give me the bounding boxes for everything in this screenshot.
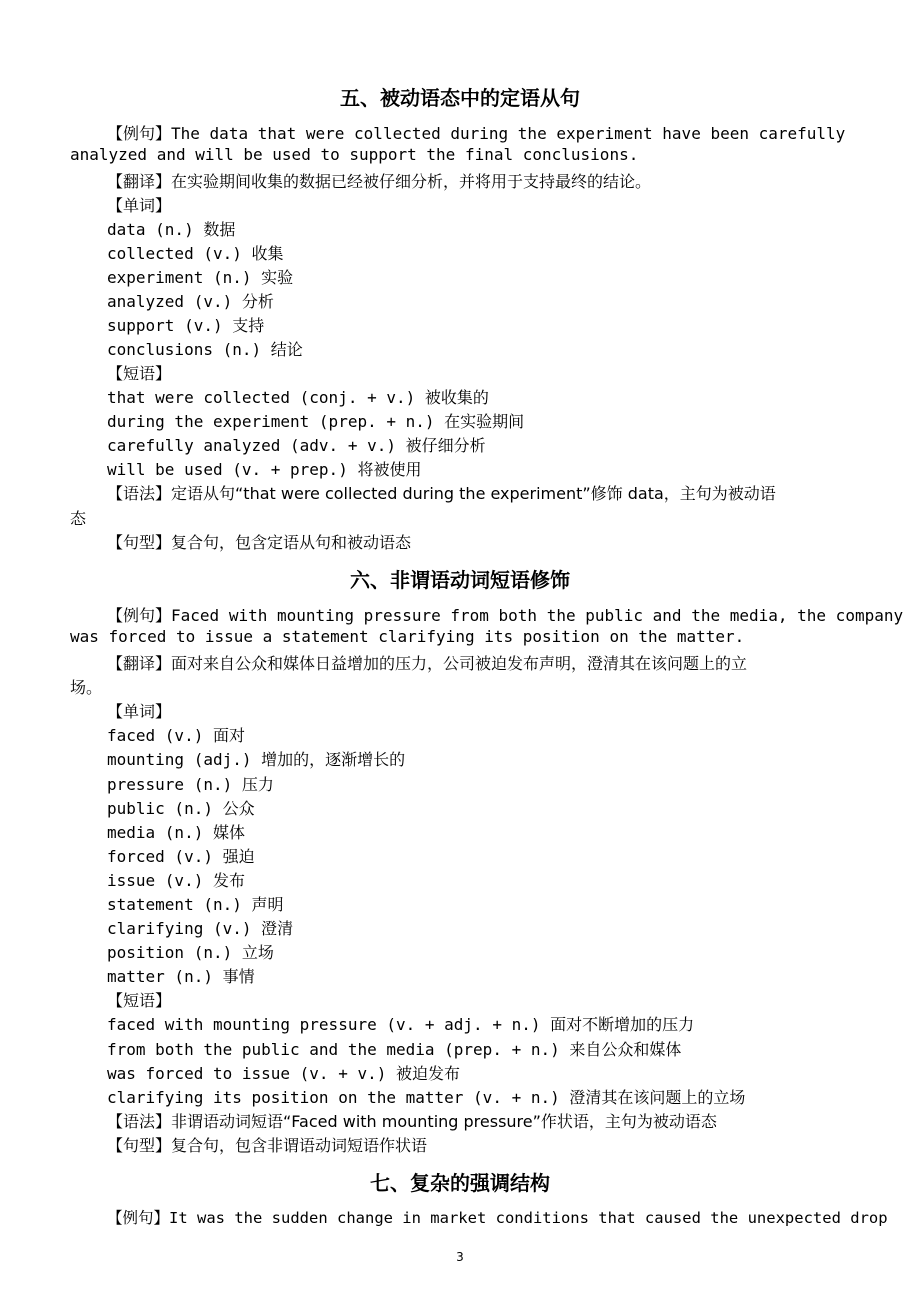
word-item: issue (v.) 发布 [107, 871, 245, 890]
translation-text: 面对来自公众和媒体日益增加的压力，公司被迫发布声明，澄清其在该问题上的立 [171, 654, 748, 673]
translation-line [107, 169, 651, 192]
word-item: clarifying (v.) 澄清 [107, 919, 294, 938]
pattern-line [107, 530, 411, 553]
word-item: collected (v.) 收集 [107, 244, 284, 263]
word-item: mounting (adj.) 增加的，逐渐增长的 [107, 750, 406, 769]
word-item: forced (v.) 强迫 [107, 847, 255, 866]
words-tag: 【单词】 [107, 196, 172, 215]
pattern-text: 复合句，包含定语从句和被动语态 [171, 533, 412, 552]
word-item: support (v.) 支持 [107, 316, 265, 335]
pattern-text: 复合句，包含非谓语动词短语作状语 [171, 1136, 428, 1155]
words-tag: 【单词】 [107, 702, 172, 721]
word-item: data (n.) 数据 [107, 220, 236, 239]
section-heading: 六、非谓语动词短语修饰 [350, 568, 570, 592]
translation-tag: 【翻译】 [107, 172, 172, 191]
section-heading: 五、被动语态中的定语从句 [340, 86, 580, 110]
grammar-tag: 【语法】 [107, 484, 172, 503]
translation-tag: 【翻译】 [107, 654, 172, 673]
example-line [107, 1206, 888, 1228]
page-number: 3 [456, 1250, 464, 1264]
phrase-item: that were collected (conj. + v.) 被收集的 [107, 388, 489, 407]
word-item: faced (v.) 面对 [107, 726, 245, 745]
phrase-item: was forced to issue (v. + v.) 被迫发布 [107, 1064, 460, 1083]
phrase-item: faced with mounting pressure (v. + adj. + n.) 面对不断增加的压力 [107, 1015, 695, 1034]
word-item: experiment (n.) 实验 [107, 268, 294, 287]
grammar-line [107, 1109, 717, 1132]
word-item: media (n.) 媒体 [107, 823, 245, 842]
example-text-continued: was forced to issue a statement clarifying its position on the matter. [70, 627, 745, 646]
grammar-line [107, 481, 776, 504]
example-tag: 【例句】 [107, 606, 172, 625]
word-item: matter (n.) 事情 [107, 967, 255, 986]
phrases-tag: 【短语】 [107, 991, 172, 1010]
pattern-tag: 【句型】 [107, 533, 172, 552]
grammar-text-continued: 态 [70, 509, 87, 528]
phrase-item: will be used (v. + prep.) 将被使用 [107, 460, 422, 479]
word-item: conclusions (n.) 结论 [107, 340, 303, 359]
example-line [107, 603, 903, 626]
translation-text-continued: 场。 [70, 678, 103, 697]
example-text: Faced with mounting pressure from both the public and the media, the company [171, 606, 904, 625]
example-line [107, 121, 845, 144]
translation-text: 在实验期间收集的数据已经被仔细分析，并将用于支持最终的结论。 [171, 172, 652, 191]
pattern-tag: 【句型】 [107, 1136, 172, 1155]
translation-line [107, 651, 747, 674]
phrases-tag: 【短语】 [107, 364, 172, 383]
word-item: pressure (n.) 压力 [107, 775, 274, 794]
phrase-item: during the experiment (prep. + n.) 在实验期间 [107, 412, 525, 431]
phrase-item: from both the public and the media (prep. + n.) 来自公众和媒体 [107, 1040, 682, 1059]
phrase-item: clarifying its position on the matter (v. + n.) 澄清其在该问题上的立场 [107, 1088, 746, 1107]
grammar-text: 定语从句“that were collected during the experiment”修饰 data，主句为被动语 [171, 484, 776, 503]
grammar-tag: 【语法】 [107, 1112, 172, 1131]
word-item: position (n.) 立场 [107, 943, 274, 962]
example-text: The data that were collected during the experiment have been carefully [171, 124, 846, 143]
example-text: It was the sudden change in market conditions that caused the unexpected drop [169, 1209, 888, 1227]
example-tag: 【例句】 [107, 1209, 170, 1227]
pattern-line [107, 1133, 427, 1156]
word-item: public (n.) 公众 [107, 799, 255, 818]
grammar-text: 非谓语动词短语“Faced with mounting pressure”作状语，主句为被动语态 [171, 1112, 717, 1131]
example-text-continued: analyzed and will be used to support the final conclusions. [70, 145, 639, 164]
section-heading: 七、复杂的强调结构 [370, 1171, 550, 1195]
example-tag: 【例句】 [107, 124, 172, 143]
phrase-item: carefully analyzed (adv. + v.) 被仔细分析 [107, 436, 486, 455]
word-item: analyzed (v.) 分析 [107, 292, 274, 311]
word-item: statement (n.) 声明 [107, 895, 284, 914]
